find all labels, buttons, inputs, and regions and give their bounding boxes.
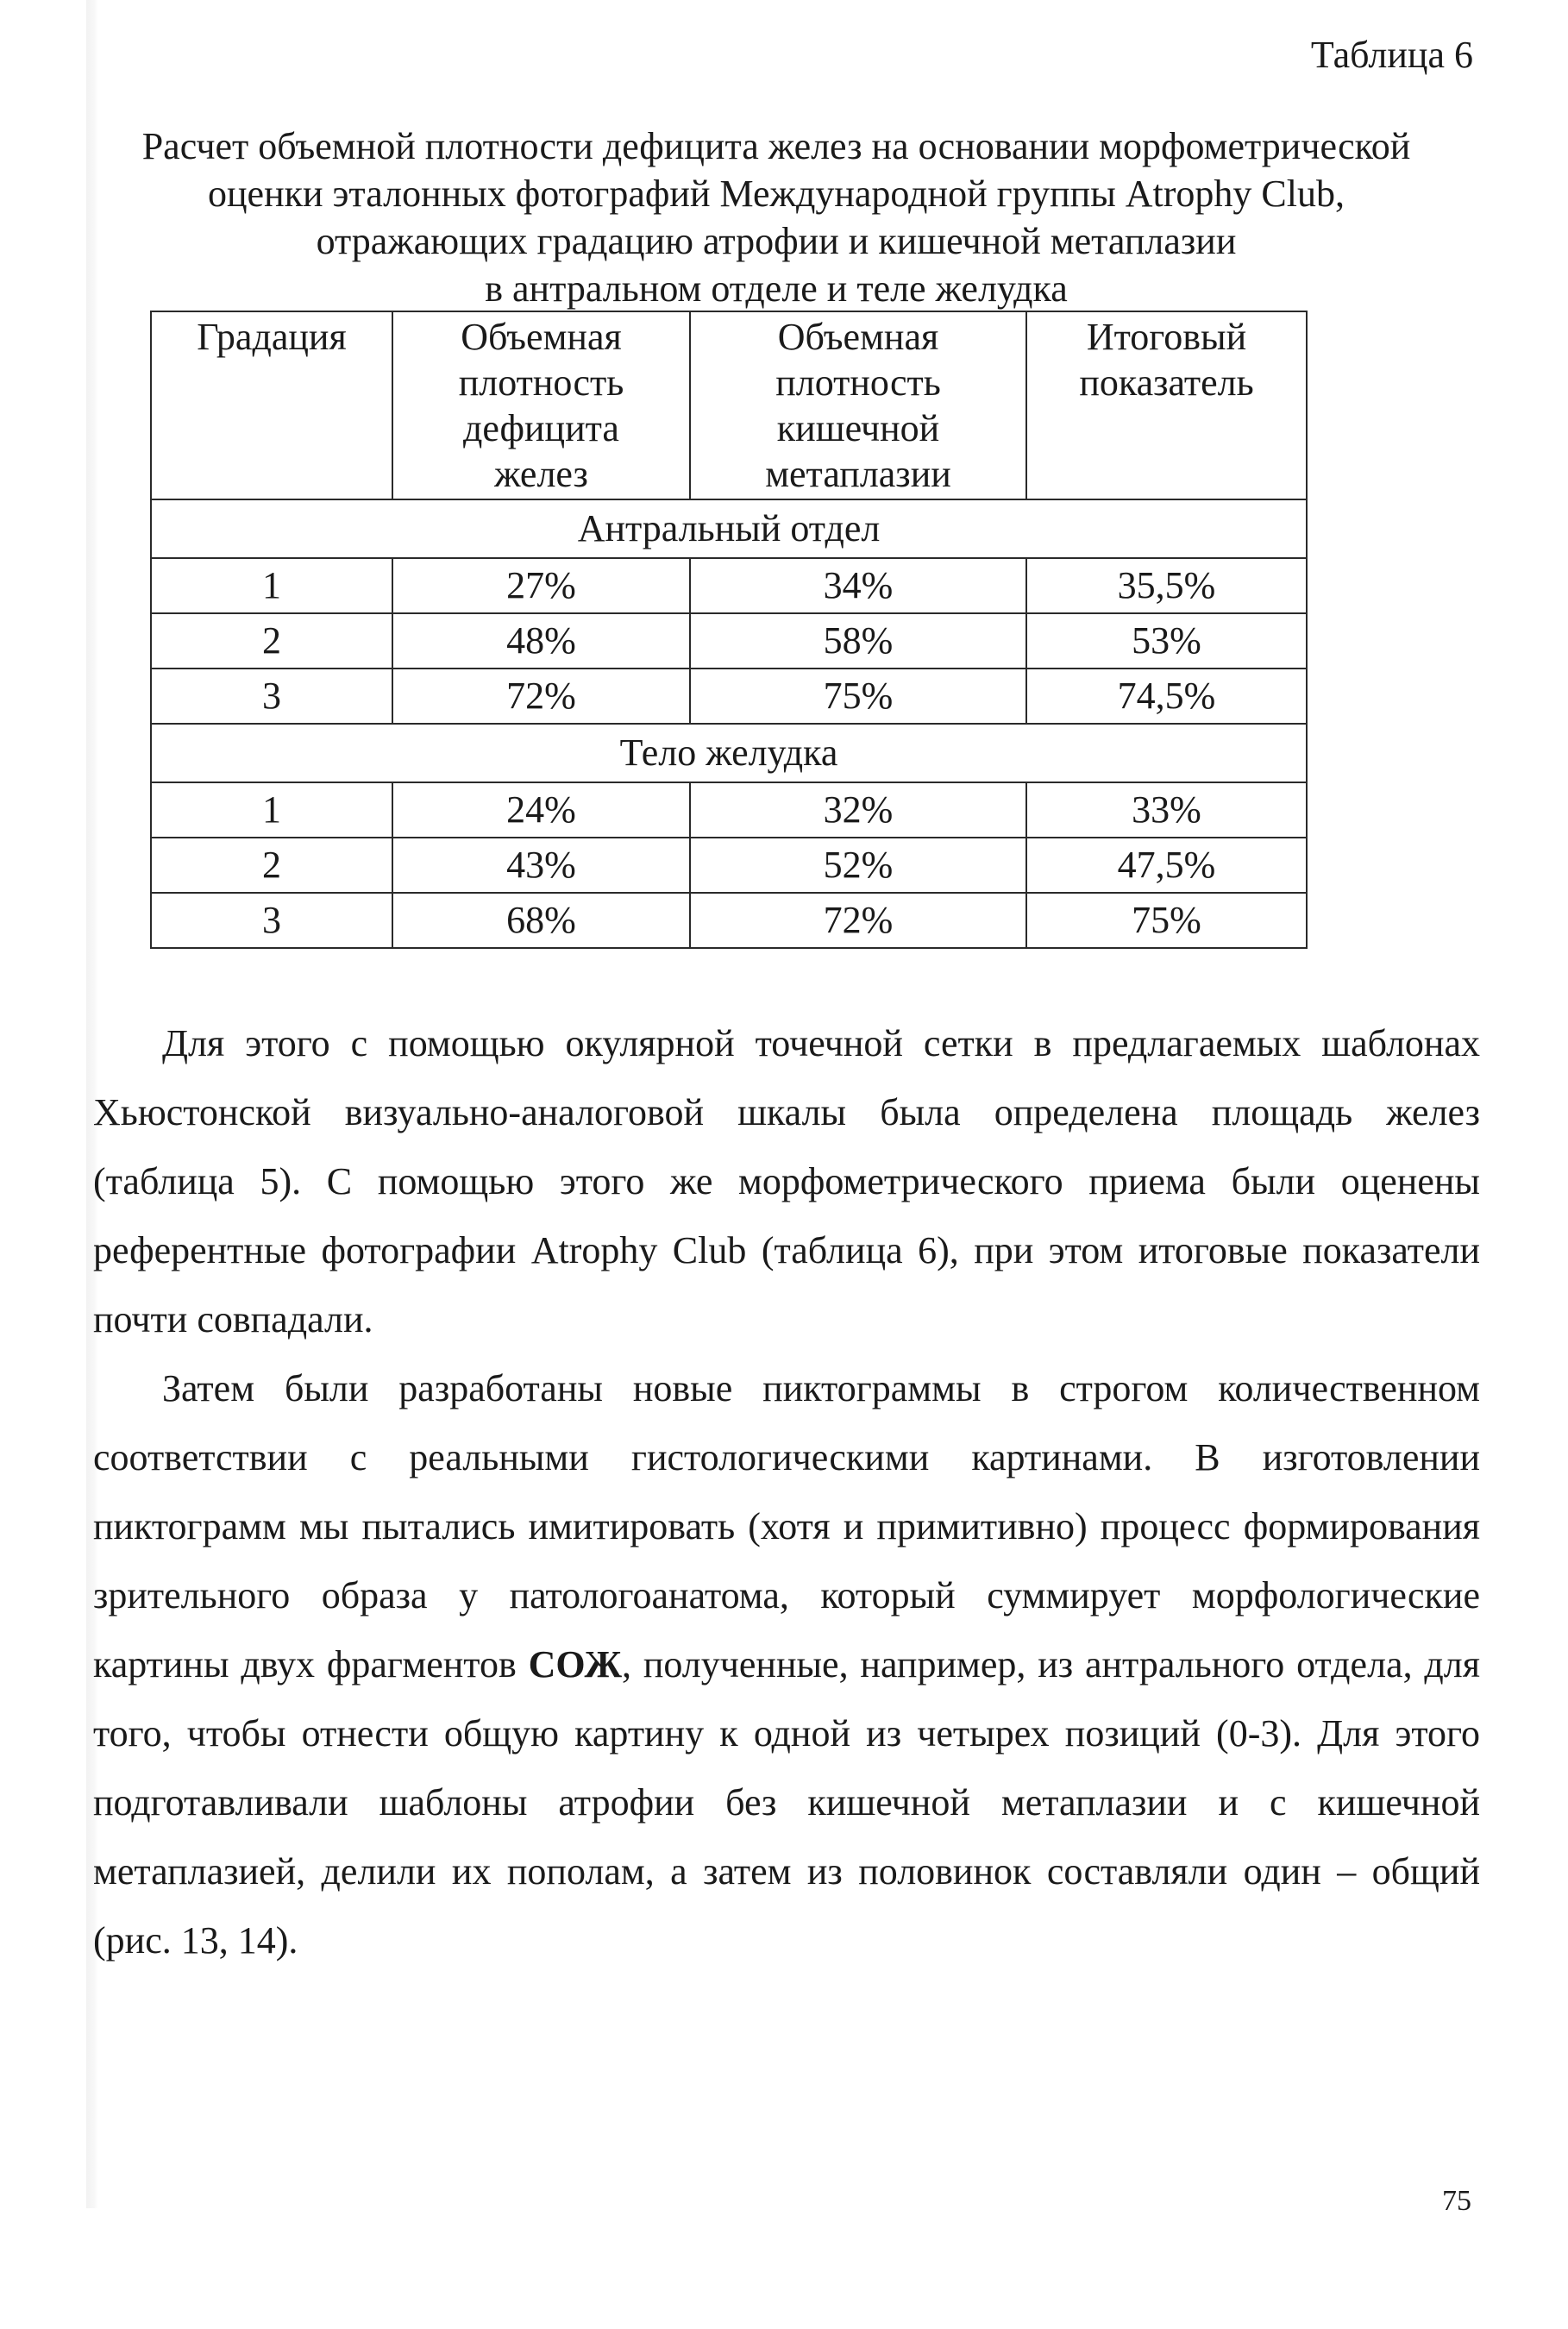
table-row — [151, 893, 1307, 948]
table-row — [151, 838, 1307, 893]
cell-total: 35,5% — [1026, 558, 1307, 613]
table-row — [151, 613, 1307, 669]
table-header-row — [151, 311, 1307, 499]
paragraph: Для этого с помощью окулярной точечной сетки в предлагаемых шаблонах Хьюстонской визуально-аналоговой шкалы была определена площадь желез (таблица 5). С помощью этого же морфометрического приема были оценены референтные фотографии Atrophy Club (таблица 6), при этом итоговые показатели почти совпадали. — [93, 1022, 1480, 1340]
section-row-antrum — [151, 499, 1307, 558]
bold-abbreviation: СОЖ — [528, 1643, 622, 1686]
table-row — [151, 669, 1307, 724]
data-table — [150, 311, 1308, 949]
cell-total: 75% — [1026, 893, 1307, 948]
page-number: 75 — [1442, 2185, 1471, 2217]
section-title: Антральный отдел — [151, 499, 1307, 558]
cell-gland-deficit: 24% — [392, 782, 690, 838]
section-row-body — [151, 724, 1307, 782]
cell-metaplasia: 75% — [690, 669, 1026, 724]
cell-grade: 3 — [151, 669, 392, 724]
cell-total: 74,5% — [1026, 669, 1307, 724]
caption-line: оценки эталонных фотографий Международной группы Atrophy Club, — [208, 173, 1345, 215]
header-total: Итоговый показатель — [1026, 311, 1307, 499]
cell-total: 47,5% — [1026, 838, 1307, 893]
cell-gland-deficit: 72% — [392, 669, 690, 724]
caption-line: Расчет объемной плотности дефицита желез на основании морфометрической — [141, 125, 1411, 167]
cell-grade: 2 — [151, 838, 392, 893]
cell-total: 33% — [1026, 782, 1307, 838]
cell-gland-deficit: 43% — [392, 838, 690, 893]
caption-line: отражающих градацию атрофии и кишечной метаплазии — [316, 220, 1237, 262]
cell-gland-deficit: 68% — [392, 893, 690, 948]
cell-grade: 3 — [151, 893, 392, 948]
table-label: Таблица 6 — [1310, 34, 1473, 76]
cell-gland-deficit: 48% — [392, 613, 690, 669]
cell-metaplasia: 58% — [690, 613, 1026, 669]
body-text — [93, 1009, 1480, 1975]
cell-gland-deficit: 27% — [392, 558, 690, 613]
cell-metaplasia: 72% — [690, 893, 1026, 948]
header-grade: Градация — [151, 311, 392, 499]
cell-grade: 1 — [151, 558, 392, 613]
table-caption — [86, 122, 1466, 312]
header-metaplasia: Объемная плотность кишечной метаплазии — [690, 311, 1026, 499]
table-row — [151, 782, 1307, 838]
cell-grade: 2 — [151, 613, 392, 669]
section-title: Тело желудка — [151, 724, 1307, 782]
caption-line: в антральном отделе и теле желудка — [485, 267, 1068, 310]
cell-metaplasia: 32% — [690, 782, 1026, 838]
cell-grade: 1 — [151, 782, 392, 838]
table-row — [151, 558, 1307, 613]
cell-total: 53% — [1026, 613, 1307, 669]
cell-metaplasia: 34% — [690, 558, 1026, 613]
header-gland-deficit: Объемная плотность дефицита желез — [392, 311, 690, 499]
cell-metaplasia: 52% — [690, 838, 1026, 893]
paragraph: Затем были разработаны новые пиктограммы в строгом количественном соответствии с реальными гистологическими картинами. В изготовлении пиктограмм мы пытались имитировать (хотя и примитивно) процесс формирования зрительного образа у патологоанатома, который суммирует морфологические картины двух фрагментов СОЖ, полученные, например, из антрального отдела, для того, чтобы отнести общую картину к одной из четырех позиций (0-3). Для этого подготавливали шаблоны атрофии без кишечной метаплазии и с кишечной метаплазией, делили их пополам, а затем из половинок составляли один – общий (рис. 13, 14). — [93, 1367, 1480, 1962]
